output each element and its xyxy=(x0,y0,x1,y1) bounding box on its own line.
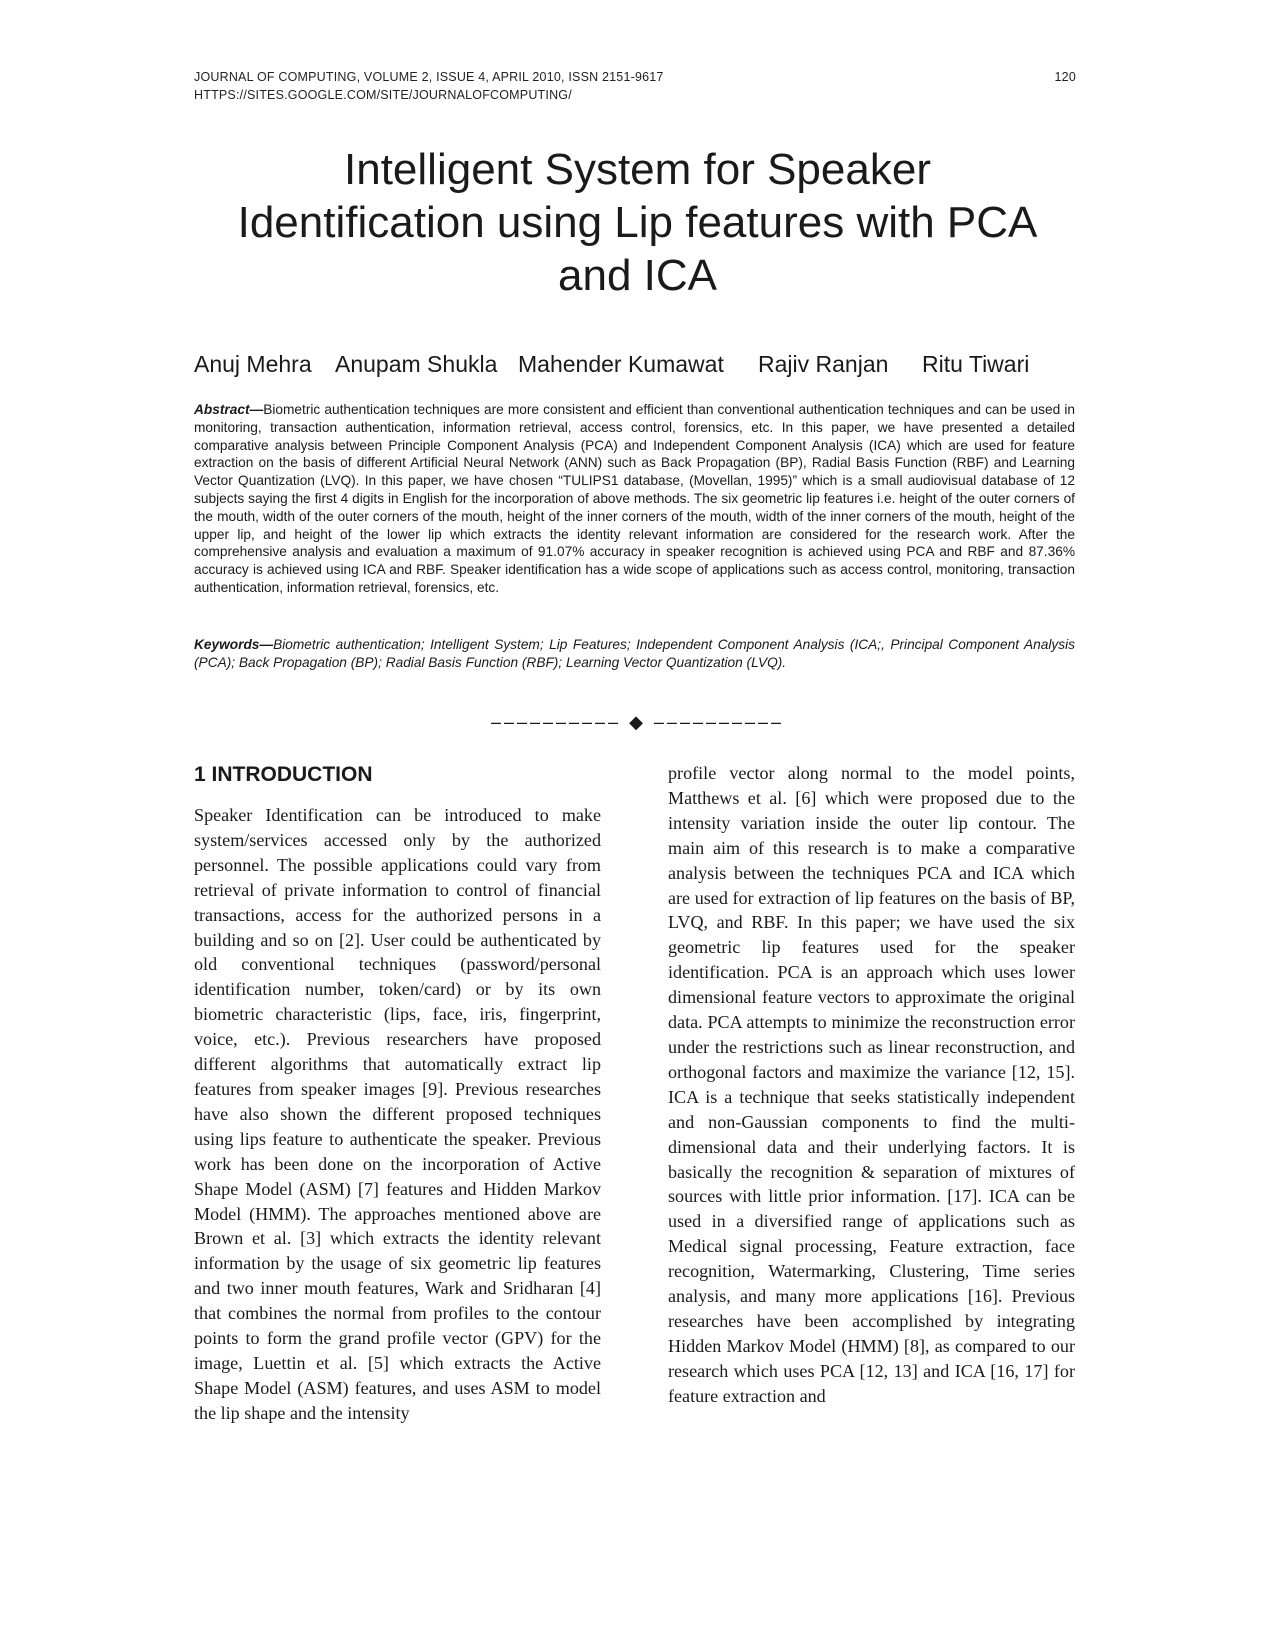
running-header xyxy=(194,68,1076,104)
author-name: Rajiv Ranjan xyxy=(758,351,889,377)
journal-url: HTTPS://SITES.GOOGLE.COM/SITE/JOURNALOFCOMPUTING/ xyxy=(194,88,572,102)
body-column-right: profile vector along normal to the model points, Matthews et al. [6] which were proposed due to the intensity variation inside the outer lip contour. The main aim of this research is to make a comparative analysis between the techniques PCA and ICA which are used for extraction of lip features on the basis of BP, LVQ, and RBF. In this paper; we have used the six geometric lip features used for the speaker identification. PCA is an approach which uses lower dimensional feature vectors to approximate the original data. PCA attempts to minimize the reconstruction error under the restrictions such as linear reconstruction, and orthogonal factors and maximize the variance [12, 15]. ICA is a technique that seeks statistically independent and non-Gaussian components to find the multi-dimensional data and their underlying factors. It is basically the recognition & separation of mixtures of sources with little prior information. [17]. ICA can be used in a diversified range of applications such as Medical signal processing, Feature extraction, face recognition, Watermarking, Clustering, Time series analysis, and many more applications [16]. Previous researches have been accomplished by integrating Hidden Markov Model (HMM) [8], as compared to our research which uses PCA [12, 13] and ICA [16, 17] for feature extraction and xyxy=(668,763,1075,1406)
body-column-left: Speaker Identification can be introduced to make system/services accessed only by the authorized personnel. The possible applications could vary from retrieval of private information to control of financial transactions, access for the authorized persons in a building and so on [2]. User could be authenticated by old conventional techniques (password/personal identification number, token/card) or by its own biometric characteristic (lips, face, iris, fingerprint, voice, etc.). Previous researchers have proposed different algorithms that automatically extract lip features from speaker images [9]. Previous researches have also shown the different proposed techniques using lips feature to authenticate the speaker. Previous work has been done on the incorporation of Active Shape Model (ASM) [7] features and Hidden Markov Model (HMM). The approaches mentioned above are Brown et al. [3] which extracts the identity relevant information by the usage of six geometric lip features and two inner mouth features, Wark and Sridharan [4] that combines the normal from profiles to the contour points to form the grand profile vector (GPV) for the image, Luettin et al. [5] which extracts the Active Shape Model (ASM) features, and uses ASM to model the lip shape and the intensity xyxy=(194,805,601,1423)
abstract-text: Biometric authentication techniques are more consistent and efficient than conventional authentication techniques and can be used in monitoring, transaction authentication, information retrieval, access control, forensics, etc. In this paper, we have presented a detailed comparative analysis between Principle Component Analysis (PCA) and Independent Component Analysis (ICA) which are used for feature extraction on the basis of different Artificial Neural Network (ANN) such as Back Propagation (BP), Radial Basis Function (RBF) and Learning Vector Quantization (LVQ). In this paper, we have chosen “TULIPS1 database, (Movellan, 1995)” which is a small audiovisual database of 12 subjects saying the first 4 digits in English for the incorporation of above methods. The six geometric lip features i.e. height of the outer corners of the mouth, width of the outer corners of the mouth, height of the inner corners of the mouth, width of the inner corners of the mouth, height of the upper lip, and height of the lower lip which extracts the identity relevant information are considered for the research work. After the comprehensive analysis and evaluation a maximum of 91.07% accuracy in speaker recognition is achieved using PCA and RBF and 87.36% accuracy is achieved using ICA and RBF. Speaker identification has a wide scope of applications such as access control, monitoring, transaction authentication, information retrieval, forensics, etc. xyxy=(194,402,1075,595)
keywords-text: Biometric authentication; Intelligent System; Lip Features; Independent Component Analysis (ICA;, Principal Component Analysis (PCA); Back Propagation (BP); Radial Basis Function (RBF); Learning Vector Quantization (LVQ). xyxy=(194,637,1075,670)
abstract xyxy=(194,401,1075,597)
paper-title xyxy=(170,143,1105,302)
journal-citation: JOURNAL OF COMPUTING, VOLUME 2, ISSUE 4, APRIL 2010, ISSN 2151-9617 xyxy=(194,70,664,84)
author-name: Ritu Tiwari xyxy=(922,351,1030,377)
keywords xyxy=(194,636,1075,672)
author-name: Anupam Shukla xyxy=(335,351,498,377)
section-separator: –––––––––– ◆ –––––––––– xyxy=(490,712,785,732)
page-number: 120 xyxy=(1054,70,1076,84)
title-line: Intelligent System for Speaker xyxy=(344,145,931,194)
author-name: Anuj Mehra xyxy=(194,351,312,377)
keywords-label: Keywords— xyxy=(194,637,274,652)
section-heading: 1 INTRODUCTION xyxy=(194,763,373,786)
author-name: Mahender Kumawat xyxy=(518,351,724,377)
title-line: and ICA xyxy=(558,251,717,300)
author-list xyxy=(194,347,1094,381)
title-line: Identification using Lip features with PCA xyxy=(237,198,1038,247)
abstract-label: Abstract— xyxy=(194,402,264,417)
